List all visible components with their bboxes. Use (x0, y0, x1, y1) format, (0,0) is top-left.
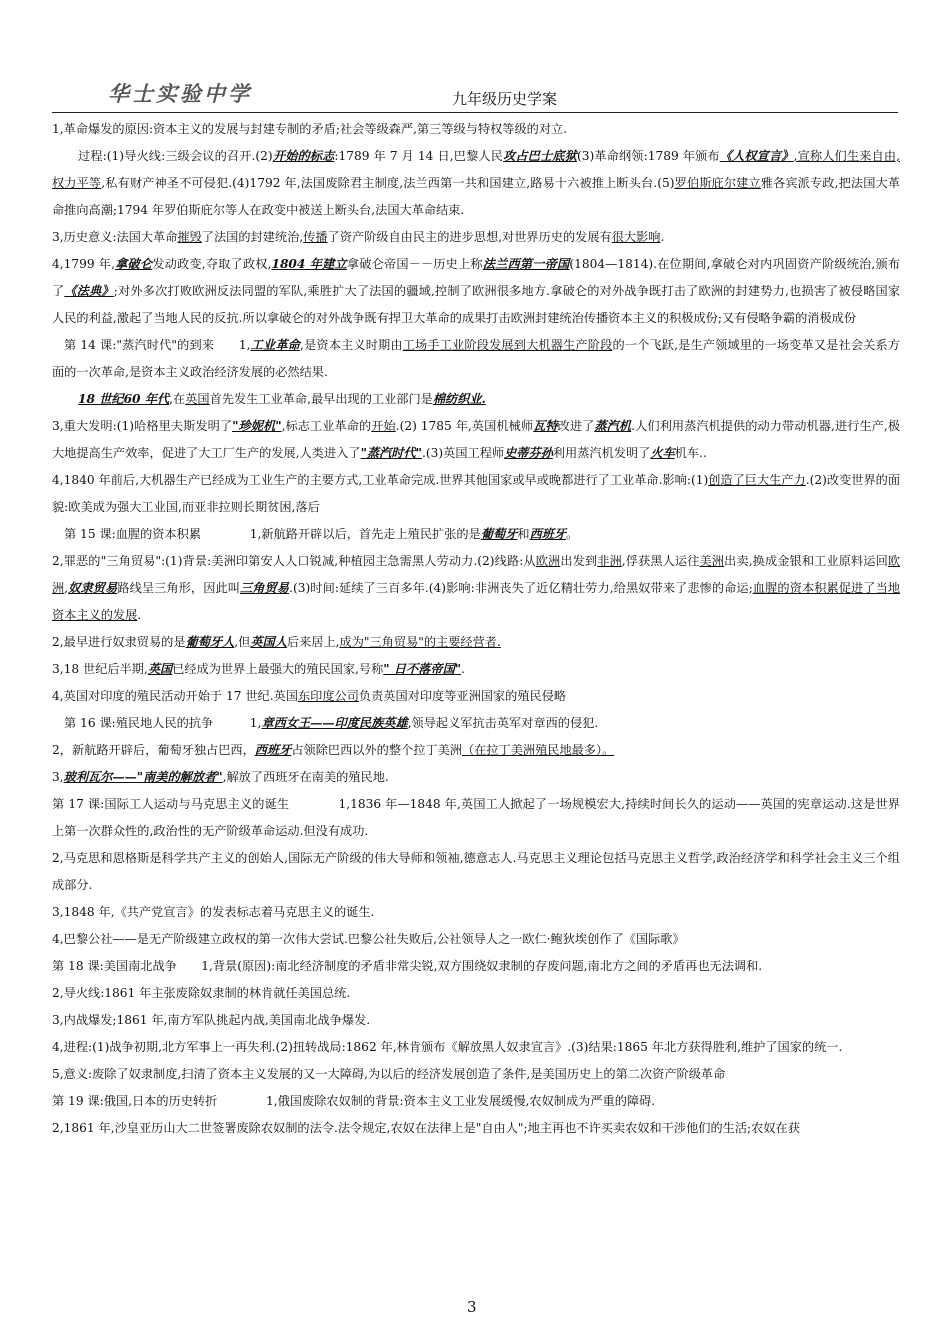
text-run: 2，新航路开辟后，葡萄牙独占巴西， (52, 743, 255, 757)
underlined-text: 美洲 (699, 554, 725, 568)
page-number: 3 (467, 1298, 477, 1316)
text-run: 利用蒸汽机发明了 (552, 446, 651, 460)
text-line: 第 18 课:美国南北战争 1,背景(原因):南北经济制度的矛盾非常尖锐,双方围绕奴隶制的存废问题,南北方之间的矛盾再也无法调和. (52, 959, 763, 973)
paragraph (52, 1115, 900, 1142)
text-line: 5,意义:废除了奴隶制度,扫清了资本主义发展的又一大障碍,为以后的经济发展创造了条件,是美国历史上的第二次资产阶级革命 (52, 1067, 726, 1081)
emphasis: "蒸汽时代" (360, 446, 423, 460)
text-run: 第 15 课:血腥的资本积累 1,新航路开辟以后，首先走上殖民扩张的是 (64, 527, 481, 541)
text-run: 了资产阶级自由民主的进步思想,对世界历史的发展有 (327, 230, 612, 244)
underlined-text: 成为"三角贸易"的主要经营者. (339, 635, 501, 649)
emphasis: 葡萄牙 (480, 527, 518, 541)
text-run: 3, (52, 770, 64, 784)
text-run: 拿破仑帝国－－历史上称 (346, 257, 483, 271)
text-run: 2,罪恶的"三角贸易":(1)背景:美洲印第安人人口锐减,种植园主急需黑人劳动力.(2)线路:从 (52, 554, 536, 568)
underlined-text: 开始 (371, 419, 396, 433)
emphasis: 史蒂芬孙 (504, 446, 553, 460)
emphasis: 葡萄牙人 (185, 635, 235, 649)
emphasis: 拿破仑 (114, 257, 153, 271)
emphasis: 《法典》 (64, 284, 114, 298)
paragraph (52, 521, 900, 548)
emphasis: 奴隶贸易 (68, 581, 118, 595)
paragraph (52, 413, 900, 467)
paragraph (52, 386, 900, 413)
paragraph (52, 1088, 900, 1115)
paragraph (52, 656, 900, 683)
text-line: 第 17 课:国际工人运动与马克思主义的诞生 1,1836 年—1848 年,英国工人掀起了一场规模宏大,持续时间长久的运动——英国的宪章运动.这是世界上第一次群众性的,政治性的无产阶级革命运动.但没有成功. (52, 797, 900, 838)
text-line: 4,进程:(1)战争初期,北方军事上一再失利.(2)扭转战局:1862 年,林肯颁布《解放黑人奴隶宣言》.(3)结果:1865 年北方获得胜利,维护了国家的统一. (52, 1040, 843, 1054)
paragraph (52, 143, 900, 224)
paragraph (52, 845, 900, 899)
paragraph (52, 116, 900, 143)
emphasis: 英国人 (250, 635, 287, 649)
text-run: 改进了 (557, 419, 595, 433)
text-run: .(2) 1785 年,英国机械师 (395, 419, 534, 433)
text-run: 机车.. (674, 446, 707, 460)
paragraph (52, 953, 900, 980)
underlined-text: 欧洲 (535, 554, 561, 568)
emphasis: 英国 (147, 662, 173, 676)
emphasis: 1804 年建立 (271, 257, 347, 271)
text-run: :1789 年 7 月 14 日,巴黎人民 (334, 149, 504, 163)
text-run: . (461, 662, 466, 676)
document-body (52, 116, 900, 1142)
text-run: , (64, 581, 69, 595)
text-run: 出卖,换成金银和工业原料运回 (724, 554, 888, 568)
underlined-text: 血腥的资本积累促进了当地资本主义的发展 (52, 581, 901, 622)
underlined-text: （在拉丁美洲殖民地最多）。 (461, 743, 615, 757)
text-run: ,私有财产神圣不可侵犯.(4)1792 年,法国废除君主制度,法兰西第一共和国建立,路易十六被推上断头台.(5) (101, 176, 675, 190)
text-run: . (660, 230, 665, 244)
emphasis: 西班牙 (254, 743, 292, 757)
paragraph (52, 548, 900, 629)
text-run: 第 16 课:殖民地人民的抗争 1, (64, 716, 262, 730)
text-run: .(3)英国工程师 (422, 446, 505, 460)
text-run: 占领除巴西以外的整个拉丁美洲 (291, 743, 462, 757)
emphasis: 棉纺织业. (432, 392, 486, 406)
paragraph (52, 467, 900, 521)
text-run: 发动政变,夺取了政权, (152, 257, 272, 271)
emphasis: 18 世纪60 年代 (78, 392, 170, 406)
text-run: ,标志工业革命的 (281, 419, 372, 433)
text-run: (1804—1814).在位期间,拿破仑对内巩固资产阶级统治,颁布了 (52, 257, 901, 298)
text-line: 第 19 课:俄国,日本的历史转折 1,俄国废除农奴制的背景:资本主义工业发展缓慢,农奴制成为严重的障碍. (52, 1094, 656, 1108)
underlined-text: 很大影响 (611, 230, 661, 244)
emphasis: 蒸汽机 (594, 419, 632, 433)
paragraph (52, 899, 900, 926)
emphasis: 工业革命 (250, 338, 300, 352)
paragraph (52, 791, 900, 845)
text-run: 4,1840 年前后,大机器生产已经成为工业生产的主要方式,工业革命完成.世界其他国家或早或晚都进行了工业革命.影响:(1) (52, 473, 709, 487)
text-run: 和 (517, 527, 530, 541)
text-run: ,解放了西班牙在南美的殖民地. (222, 770, 389, 784)
emphasis: 火车 (650, 446, 675, 460)
paragraph (52, 332, 900, 386)
text-line: 3,1848 年,《共产党宣言》的发表标志着马克思主义的诞生. (52, 905, 375, 919)
emphasis: "珍妮机" (232, 419, 282, 433)
emphasis: 法兰西第一帝国 (482, 257, 570, 271)
text-run: 。 (566, 527, 579, 541)
emphasis: 西班牙 (529, 527, 567, 541)
underlined-text: 罗伯斯庇尔建立 (674, 176, 761, 190)
paragraph (52, 251, 900, 332)
text-run: .(2)改变世界的面貌:欧美成为强大工业国,而亚非拉则长期贫困,落后 (52, 473, 901, 514)
underlined-text: 工场手工业阶段发展到大机器生产阶段 (402, 338, 613, 352)
emphasis: 《人权宣言》 (719, 149, 794, 163)
underlined-text: 英国 (185, 392, 210, 406)
underlined-text: 传播 (303, 230, 328, 244)
emphasis: " 日不落帝国" (383, 662, 462, 676)
text-run: 路线呈三角形，因此叫 (117, 581, 240, 595)
text-run: 2,最早进行奴隶贸易的是 (52, 635, 186, 649)
text-run: ,但 (234, 635, 251, 649)
paragraph (52, 710, 900, 737)
text-run: 雅各宾派专政,把法国大革命推向高潮;1794 年罗伯斯庇尔等人在政变中被送上断头台,法国大革命结束. (52, 176, 901, 217)
text-run: 4,英国对印度的殖民活动开始于 17 世纪.英国 (52, 689, 298, 703)
text-run: 过程:(1)导火线:三级会议的召开.(2) (78, 149, 273, 163)
text-run: ,领导起义军抗击英军对章西的侵犯. (407, 716, 599, 730)
text-run: 第 14 课:"蒸汽时代"的到来 1, (64, 338, 251, 352)
paragraph (52, 1034, 900, 1061)
text-run: . (137, 608, 142, 622)
underlined-text: 创造了巨大生产力 (708, 473, 806, 487)
paragraph (52, 1007, 900, 1034)
text-line: 2,导火线:1861 年主张废除奴隶制的林肯就任美国总统. (52, 986, 351, 1000)
text-run: ;对外多次打败欧洲反法同盟的军队,乘胜扩大了法国的疆域,控制了欧洲很多地方.拿破仑的对外战争既打击了欧洲的封建势力,也损害了被侵略国家人民的利益,激起了当地人民的反抗.所以拿破仑的对外战争既有捍卫大革命的成果打击欧洲封建统治传播资本主义的积极成份;又有侵略争霸的消极成份 (52, 284, 901, 325)
text-run: 3,历史意义:法国大革命 (52, 230, 178, 244)
underlined-text: ,宣称人们生来自由,权力平等 (52, 149, 901, 190)
text-run: 已经成为世界上最强大的殖民国家,号称 (172, 662, 384, 676)
text-run: ,在 (169, 392, 186, 406)
paragraph (52, 683, 900, 710)
paragraph (52, 1061, 900, 1088)
text-run: (3)革命纲领:1789 年颁布 (576, 149, 720, 163)
text-run: 4,1799 年, (52, 257, 115, 271)
underlined-text: 东印度公司 (297, 689, 359, 703)
school-logo: 华士实验中学 (108, 81, 252, 106)
emphasis: 章西女王——印度民族英雄 (261, 716, 408, 730)
text-line: 2,马克思和恩格斯是科学共产主义的创始人,国际无产阶级的伟大导师和领袖,德意志人.马克思主义理论包括马克思主义哲学,政治经济学和科学社会主义三个组成部分. (52, 851, 900, 892)
emphasis: 玻利瓦尔——"南美的解放者" (63, 770, 223, 784)
text-run: 出发到 (560, 554, 598, 568)
text-run: .(3)时间:延续了三百多年.(4)影响:非洲丧失了近亿精壮劳力,给黑奴带来了悲惨的命运; (289, 581, 753, 595)
text-line: 2,1861 年,沙皇亚历山大二世签署废除农奴制的法令.法令规定,农奴在法律上是"自由人";地主再也不许买卖农奴和干涉他们的生活;农奴在获 (52, 1121, 800, 1135)
underlined-text: 欧洲 (52, 554, 901, 595)
underlined-text: 非洲 (597, 554, 622, 568)
paragraph (52, 224, 900, 251)
paragraph (52, 737, 900, 764)
emphasis: 开始的标志 (272, 149, 335, 163)
paragraph (52, 629, 900, 656)
header-divider (52, 112, 898, 113)
header-title: 九年级历史学案 (452, 90, 558, 108)
paragraph (52, 764, 900, 791)
text-run: 的一个飞跃,是生产领域里的一场变革又是社会关系方面的一次革命,是资本主义政治经济发展的必然结果. (52, 338, 901, 379)
text-run: 3,重大发明:(1)哈格里夫斯发明了 (52, 419, 233, 433)
text-run: ,是资本主义时期由 (300, 338, 403, 352)
underlined-text: 摧毁 (177, 230, 202, 244)
text-run: 负责英国对印度等亚洲国家的殖民侵略 (358, 689, 567, 703)
text-run: 首先发生工业革命,最早出现的工业部门是 (209, 392, 433, 406)
text-line: 3,内战爆发;1861 年,南方军队挑起内战,美国南北战争爆发. (52, 1013, 371, 1027)
text-run: ,俘获黑人运往 (621, 554, 700, 568)
paragraph (52, 926, 900, 953)
text-run: 后来居上, (286, 635, 340, 649)
text-run: .人们利用蒸汽机提供的动力带动机器,进行生产,极大地提高生产效率，促进了大工厂生产的发展,人类进入了 (52, 419, 901, 460)
text-line: 4,巴黎公社——是无产阶级建立政权的第一次伟大尝试.巴黎公社失败后,公社领导人之一欧仁·鲍狄埃创作了《国际歌》 (52, 932, 685, 946)
text-run: 了法国的封建统治, (201, 230, 304, 244)
emphasis: 攻占巴士底狱 (503, 149, 577, 163)
emphasis: 三角贸易 (240, 581, 290, 595)
emphasis: 瓦特 (533, 419, 558, 433)
paragraph (52, 980, 900, 1007)
text-run: 3,18 世纪后半期, (52, 662, 148, 676)
text-line: 1,革命爆发的原因:资本主义的发展与封建专制的矛盾;社会等级森严,第三等级与特权等级的对立. (52, 122, 568, 136)
